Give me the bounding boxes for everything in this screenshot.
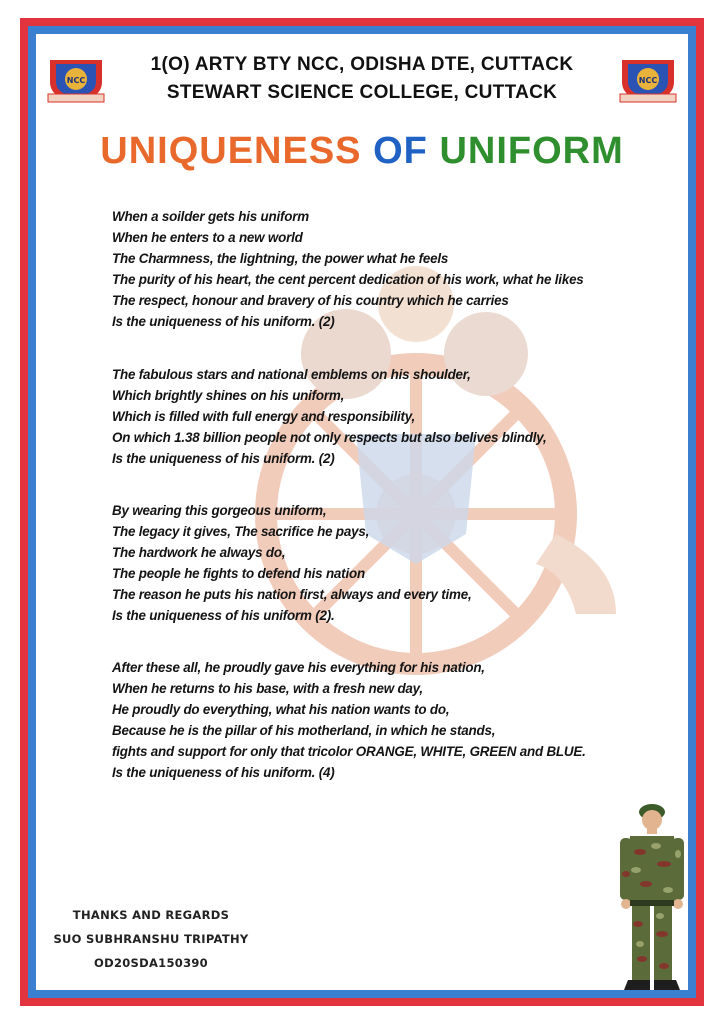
page-border — [20, 18, 704, 1006]
page-content — [36, 34, 688, 990]
poem-line: When a soilder gets his uniform — [112, 209, 309, 224]
signature-name: SUO SUBHRANSHU TRIPATHY — [53, 932, 249, 946]
signature-regards: THANKS AND REGARDS — [72, 908, 230, 922]
poem-line: Is the uniqueness of his uniform. (4) — [112, 765, 335, 780]
poem-line: The hardwork he always do, — [112, 545, 286, 560]
ncc-logo-left-text: NCC — [66, 76, 86, 85]
poem-line: Which is filled with full energy and responsibility, — [112, 409, 416, 424]
poem-line: fights and support for only that tricolor ORANGE, WHITE, GREEN and BLUE. — [112, 744, 586, 759]
poem-line: By wearing this gorgeous uniform, — [112, 503, 327, 518]
poem-line: The legacy it gives, The sacrifice he pays, — [112, 524, 370, 539]
poem-line: Is the uniqueness of his uniform. (2) — [112, 451, 335, 466]
poem-line: The purity of his heart, the cent percent dedication of his work, what he likes — [112, 272, 584, 287]
poem-line: Is the uniqueness of his uniform. (2) — [112, 314, 335, 329]
poem-line: The respect, honour and bravery of his country which he carries — [112, 293, 509, 308]
poem-line: Is the uniqueness of his uniform (2). — [112, 608, 335, 623]
page-border-blue — [28, 26, 696, 998]
poem-line: The people he fights to defend his nation — [112, 566, 365, 581]
poem-line: When he enters to a new world — [112, 230, 303, 245]
title-word-1: UNIQUENESS — [100, 130, 362, 172]
stanza-2 — [112, 364, 688, 469]
poem-line: The fabulous stars and national emblems on his shoulder, — [112, 367, 471, 382]
page-title — [36, 130, 688, 173]
poem-line: The Charmness, the lightning, the power what he feels — [112, 251, 449, 266]
poem-line: The reason he puts his nation first, always and every time, — [112, 587, 472, 602]
poem-line: When he returns to his base, with a fresh new day, — [112, 681, 423, 696]
poem-line: On which 1.38 billion people not only respects but also belives blindly, — [112, 430, 547, 445]
title-word-2: OF — [373, 130, 428, 172]
signature-id: OD20SDA150390 — [94, 956, 208, 970]
poem-line: Which brightly shines on his uniform, — [112, 388, 345, 403]
poem-line: After these all, he proudly gave his everything for his nation, — [112, 660, 485, 675]
poem-line: Because he is the pillar of his motherland, in which he stands, — [112, 723, 496, 738]
header-line-2: STEWART SCIENCE COLLEGE, CUTTACK — [166, 82, 558, 103]
stanza-4 — [112, 657, 688, 783]
soldier-illustration — [616, 794, 686, 990]
poem-line: He proudly do everything, what his nation wants to do, — [112, 702, 450, 717]
stanza-3 — [112, 500, 688, 626]
stanza-1 — [112, 206, 688, 332]
header-line-1: 1(O) ARTY BTY NCC, ODISHA DTE, CUTTACK — [150, 54, 574, 75]
ncc-logo-right-text: NCC — [638, 76, 658, 85]
title-word-3: UNIFORM — [439, 130, 624, 172]
